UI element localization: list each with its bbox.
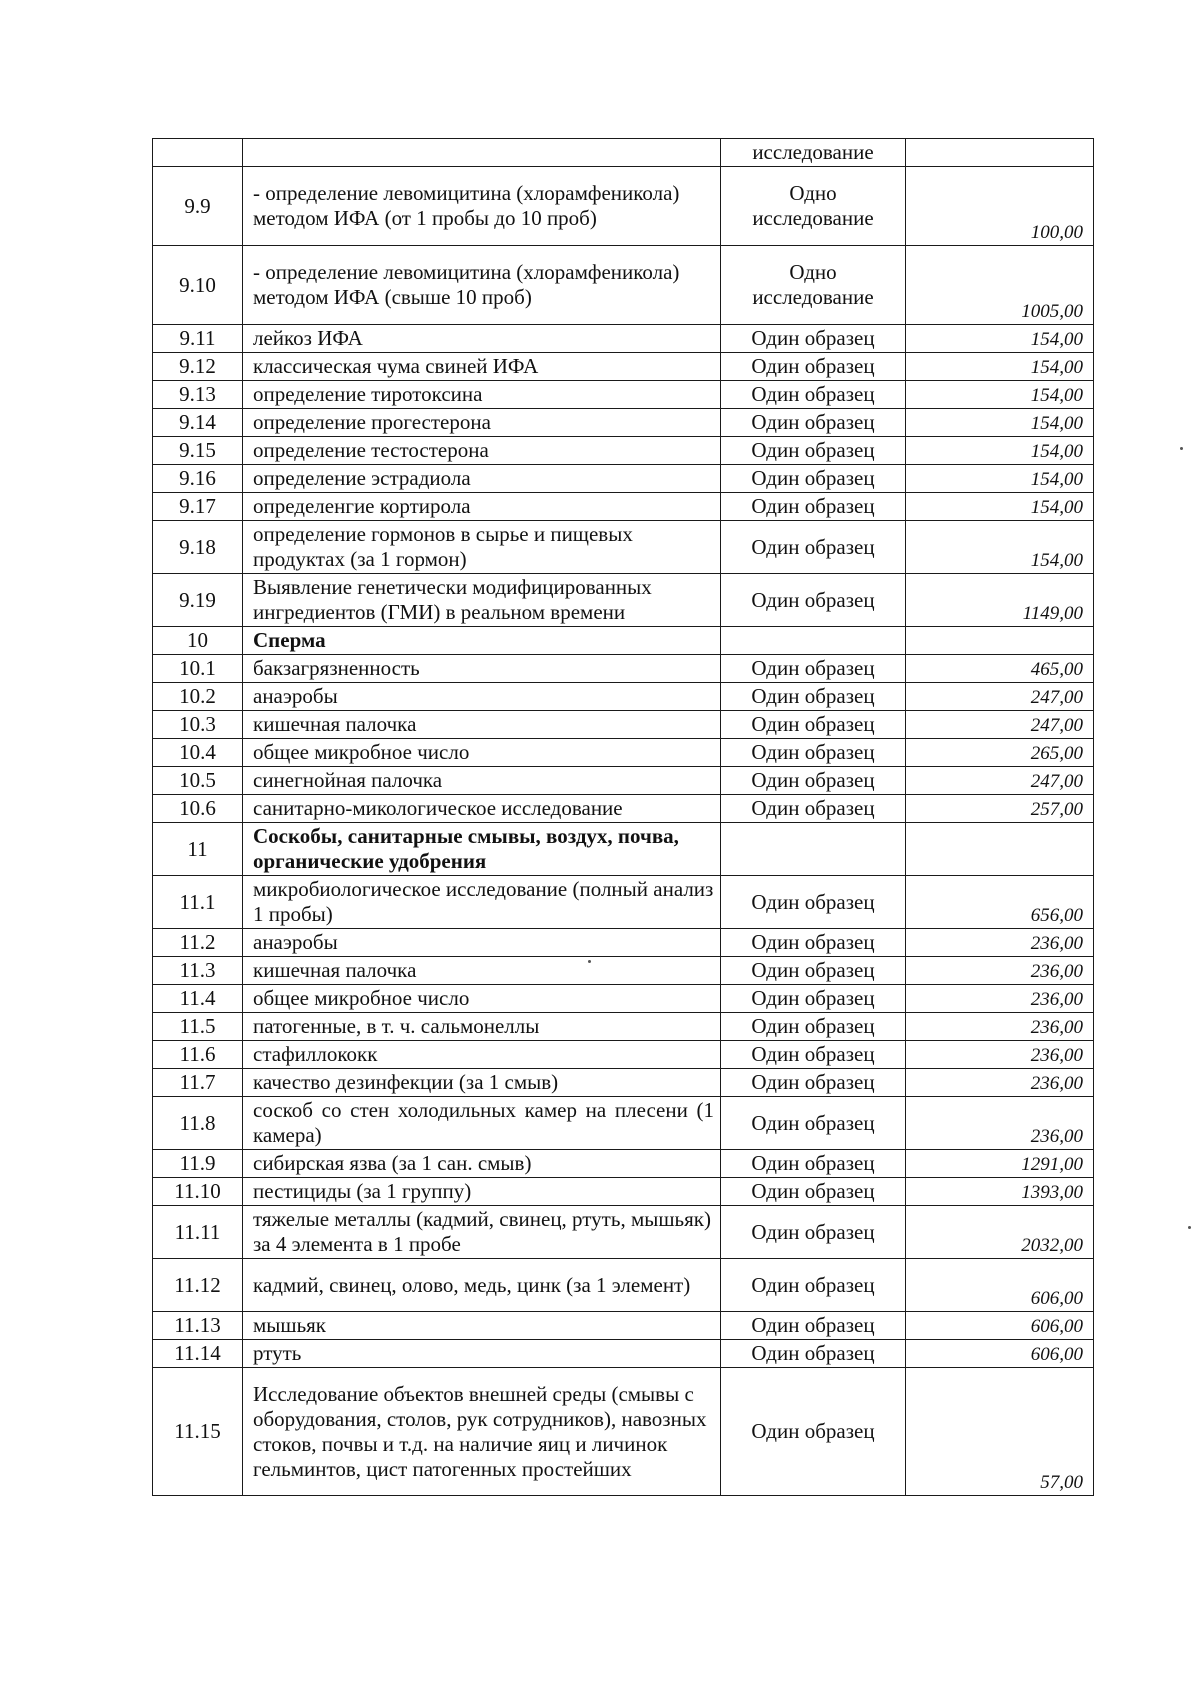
row-price: 606,00 [906,1312,1094,1340]
row-name: определение эстрадиола [243,465,721,493]
row-price: 656,00 [906,876,1094,929]
row-number: 9.15 [153,437,243,465]
row-price: 465,00 [906,655,1094,683]
row-number: 11.13 [153,1312,243,1340]
row-name: анаэробы [243,929,721,957]
row-name: общее микробное число [243,739,721,767]
row-unit: Один образец [721,1097,906,1150]
row-number: 11 [153,823,243,876]
table-row [153,1259,1094,1312]
row-name: микробиологическое исследование (полный анализ 1 пробы) [243,876,721,929]
row-price: 1291,00 [906,1150,1094,1178]
row-name: мышьяк [243,1312,721,1340]
row-price: 154,00 [906,465,1094,493]
row-name: определение тиротоксина [243,381,721,409]
row-number: 11.3 [153,957,243,985]
row-name: санитарно-микологическое исследование [243,795,721,823]
row-price: 57,00 [906,1368,1094,1496]
row-price: 606,00 [906,1259,1094,1312]
table-row [153,767,1094,795]
price-table-body [153,139,1094,1496]
row-name: Соскобы, санитарные смывы, воздух, почва, органические удобрения [243,823,721,876]
row-number: 11.7 [153,1069,243,1097]
table-row [153,1150,1094,1178]
price-table [152,138,1094,1496]
row-price [906,139,1094,167]
row-unit [721,627,906,655]
row-unit: Один образец [721,409,906,437]
row-name: определение прогестерона [243,409,721,437]
row-name: - определение левомицитина (хлорамфеникола) методом ИФА (от 1 пробы до 10 проб) [243,167,721,246]
table-row [153,929,1094,957]
row-unit: Один образец [721,1041,906,1069]
row-name: определение гормонов в сырье и пищевых продуктах (за 1 гормон) [243,521,721,574]
row-name: Выявление генетически модифицированных ингредиентов (ГМИ) в реальном времени [243,574,721,627]
row-unit: Один образец [721,1259,906,1312]
table-row [153,711,1094,739]
row-price: 154,00 [906,325,1094,353]
row-unit: Один образец [721,1340,906,1368]
row-unit: Один образец [721,1069,906,1097]
table-row [153,1041,1094,1069]
row-price: 257,00 [906,795,1094,823]
row-name: лейкоз ИФА [243,325,721,353]
table-row [153,493,1094,521]
row-price: 236,00 [906,1097,1094,1150]
row-price: 154,00 [906,521,1094,574]
row-name: классическая чума свиней ИФА [243,353,721,381]
row-unit: Один образец [721,1013,906,1041]
table-row [153,381,1094,409]
row-price: 1149,00 [906,574,1094,627]
row-number: 11.11 [153,1206,243,1259]
row-name: ртуть [243,1340,721,1368]
row-price: 236,00 [906,985,1094,1013]
table-row [153,246,1094,325]
row-number: 10.1 [153,655,243,683]
table-row [153,353,1094,381]
row-name: общее микробное число [243,985,721,1013]
table-row [153,409,1094,437]
row-unit: Один образец [721,929,906,957]
table-row [153,437,1094,465]
row-price: 154,00 [906,493,1094,521]
row-unit: Один образец [721,353,906,381]
row-price: 1393,00 [906,1178,1094,1206]
row-unit: Один образец [721,1312,906,1340]
table-row [153,1312,1094,1340]
row-unit: Один образец [721,437,906,465]
table-row [153,823,1094,876]
row-number: 11.5 [153,1013,243,1041]
row-number: 9.12 [153,353,243,381]
row-unit: Один образец [721,1150,906,1178]
table-row [153,139,1094,167]
row-number: 11.8 [153,1097,243,1150]
table-row [153,1097,1094,1150]
row-price: 154,00 [906,409,1094,437]
row-number: 11.2 [153,929,243,957]
row-price: 236,00 [906,957,1094,985]
row-name: определение тестостерона [243,437,721,465]
row-number: 11.1 [153,876,243,929]
table-row [153,876,1094,929]
row-unit: Один образец [721,876,906,929]
row-name: синегнойная палочка [243,767,721,795]
row-price: 100,00 [906,167,1094,246]
row-unit: Один образец [721,1368,906,1496]
row-number: 9.13 [153,381,243,409]
table-row [153,795,1094,823]
table-row [153,167,1094,246]
table-row [153,1368,1094,1496]
row-price: 154,00 [906,437,1094,465]
row-name: Исследование объектов внешней среды (смывы с оборудования, столов, рук сотрудников), навозных стоков, почвы и т.д. на наличие яиц и личинок гельминтов, цист патогенных простейших [243,1368,721,1496]
row-name: кишечная палочка [243,711,721,739]
row-number: 10.6 [153,795,243,823]
row-price: 247,00 [906,711,1094,739]
row-price [906,627,1094,655]
row-unit: Один образец [721,493,906,521]
row-number: 10 [153,627,243,655]
table-row [153,325,1094,353]
row-number: 9.9 [153,167,243,246]
row-name: кишечная палочка [243,957,721,985]
row-name: кадмий, свинец, олово, медь, цинк (за 1 элемент) [243,1259,721,1312]
row-unit: Один образец [721,767,906,795]
row-number [153,139,243,167]
row-name: тяжелые металлы (кадмий, свинец, ртуть, мышьяк) за 4 элемента в 1 пробе [243,1206,721,1259]
row-name: патогенные, в т. ч. сальмонеллы [243,1013,721,1041]
row-number: 11.9 [153,1150,243,1178]
row-price: 247,00 [906,683,1094,711]
row-name: соскоб со стен холодильных камер на плесени (1 камера) [243,1097,721,1150]
row-price: 2032,00 [906,1206,1094,1259]
table-row [153,655,1094,683]
row-price: 154,00 [906,381,1094,409]
row-price: 236,00 [906,1013,1094,1041]
table-row [153,985,1094,1013]
row-unit: Один образец [721,465,906,493]
row-number: 11.15 [153,1368,243,1496]
row-number: 11.14 [153,1340,243,1368]
row-unit: Один образец [721,957,906,985]
table-row [153,957,1094,985]
scan-speck [588,960,591,963]
row-number: 9.10 [153,246,243,325]
row-name [243,139,721,167]
row-number: 9.18 [153,521,243,574]
row-price: 236,00 [906,1069,1094,1097]
table-row [153,574,1094,627]
table-row [153,1069,1094,1097]
table-row [153,1013,1094,1041]
table-row [153,627,1094,655]
row-name: пестициды (за 1 группу) [243,1178,721,1206]
row-name: определенгие кортирола [243,493,721,521]
row-unit [721,823,906,876]
row-unit: Один образец [721,1178,906,1206]
table-row [153,1340,1094,1368]
row-number: 11.12 [153,1259,243,1312]
row-unit: Один образец [721,711,906,739]
row-unit: Один образец [721,985,906,1013]
table-row [153,683,1094,711]
row-number: 10.4 [153,739,243,767]
row-unit: Одно исследование [721,246,906,325]
row-unit: Один образец [721,381,906,409]
row-name: стафиллококк [243,1041,721,1069]
row-number: 11.10 [153,1178,243,1206]
row-price: 265,00 [906,739,1094,767]
row-unit: Один образец [721,1206,906,1259]
table-row [153,1178,1094,1206]
row-price: 1005,00 [906,246,1094,325]
row-unit: Один образец [721,574,906,627]
row-price [906,823,1094,876]
row-unit: Один образец [721,739,906,767]
row-price: 606,00 [906,1340,1094,1368]
row-name: - определение левомицитина (хлорамфеникола) методом ИФА (свыше 10 проб) [243,246,721,325]
row-number: 9.14 [153,409,243,437]
row-price: 236,00 [906,929,1094,957]
row-unit: Одно исследование [721,167,906,246]
row-unit: Один образец [721,655,906,683]
row-number: 9.17 [153,493,243,521]
row-price: 154,00 [906,353,1094,381]
row-number: 9.11 [153,325,243,353]
row-number: 11.4 [153,985,243,1013]
row-unit: Один образец [721,521,906,574]
scan-speck [1188,1226,1191,1229]
table-row [153,465,1094,493]
table-row [153,521,1094,574]
row-number: 9.19 [153,574,243,627]
row-name: Сперма [243,627,721,655]
table-row [153,1206,1094,1259]
scan-speck [1180,447,1183,450]
row-unit: Один образец [721,795,906,823]
row-number: 10.2 [153,683,243,711]
row-number: 10.5 [153,767,243,795]
row-unit: Один образец [721,683,906,711]
row-name: сибирская язва (за 1 сан. смыв) [243,1150,721,1178]
row-number: 10.3 [153,711,243,739]
row-name: качество дезинфекции (за 1 смыв) [243,1069,721,1097]
row-unit: Один образец [721,325,906,353]
table-row [153,739,1094,767]
row-price: 236,00 [906,1041,1094,1069]
row-number: 9.16 [153,465,243,493]
row-unit: исследование [721,139,906,167]
row-price: 247,00 [906,767,1094,795]
row-name: анаэробы [243,683,721,711]
row-number: 11.6 [153,1041,243,1069]
row-name: бакзагрязненность [243,655,721,683]
